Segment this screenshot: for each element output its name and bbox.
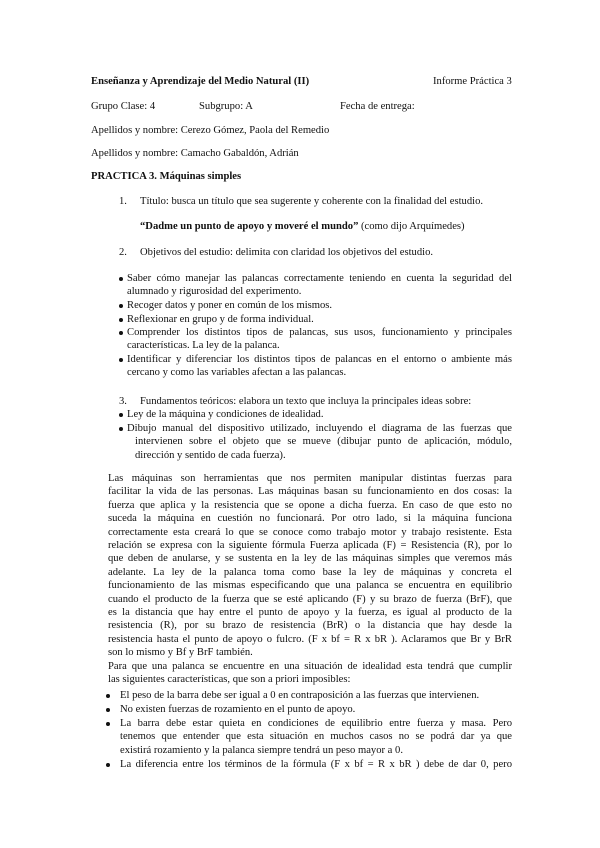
group-label: Grupo Clase: 4 bbox=[91, 101, 156, 112]
list-item: No existen fuerzas de rozamiento en el punto de apoyo. bbox=[120, 703, 512, 717]
course-title: Enseñanza y Aprendizaje del Medio Natural (II) bbox=[91, 76, 310, 87]
list-item: La diferencia entre los términos de la fórmula (F x bf = R x bR ) debe de dar 0, pero bbox=[120, 758, 512, 772]
theory-paragraph: Las máquinas son herramientas que nos permiten manipular distintas fuerzas para facilitar la vida de las personas. Las máquinas basan su funcionamiento en dos cosas: la fuerza que aplica y la resistencia que se opone a dicha fuerza. En caso de que esto no suceda la máquina en cuestión no funcionará. Por otro lado, si la máquina funciona correctamente esta creará lo que se conoce como trabajo motor y trabajo resistente. Esta relación se expresa con la siguiente fórmula Fuerza aplicada (F) = Resistencia (R), por lo que deben de anularse, y se sustenta en la ley de las máquinas simples que veremos más adelante. La ley de la palanca toma como base la ley de máquinas y concreta el funcionamiento de las mismas especificando que una palanca se encuentra en equilibrio cuando el producto de la fuerza que se esté aplicando (F) y su brazo de fuerza (BrF), que es la distancia que hay entre el punto de apoyo y la fuerza, es igual al producto de la resistencia (R), por su brazo de resistencia (BrR) o la distancia que hay desde la resistencia hasta el punto de apoyo o fulcro. (F x bf = R x bR ). Aclaramos que Br y BrR son lo mismo y Bf y BrF también. Para que una palanca se encuentre en una situación de idealidad esta tendrá que cumplir las siguientes características, que son a priori imposibles: bbox=[108, 473, 512, 686]
bullet-icon bbox=[119, 358, 123, 362]
list-item: Ley de la máquina y condiciones de idealidad. bbox=[127, 408, 512, 422]
ideal-conditions-list bbox=[120, 689, 512, 772]
quote-attribution: (como dijo Arquímedes) bbox=[358, 221, 465, 232]
bullet-icon bbox=[119, 331, 123, 335]
list-item: El peso de la barra debe ser igual a 0 en contraposición a las fuerzas que intervienen. bbox=[120, 689, 512, 703]
bullet-icon bbox=[106, 722, 110, 726]
objectives-list bbox=[127, 272, 512, 380]
author-line-1: Apellidos y nombre: Cerezo Gómez, Paola del Remedio bbox=[91, 125, 330, 136]
list-item: Recoger datos y poner en común de los mismos. bbox=[127, 299, 512, 313]
title-quote bbox=[140, 220, 465, 233]
report-title: Informe Práctica 3 bbox=[433, 76, 512, 87]
section-number-2: 2. bbox=[119, 247, 127, 258]
list-item: Identificar y diferenciar los distintos tipos de palancas en el entorno o ambiente más cercano y como las variables afectan a las palancas. bbox=[127, 353, 512, 380]
bullet-icon bbox=[106, 694, 110, 698]
section-heading-3: Fundamentos teóricos: elabora un texto que incluya la principales ideas sobre: bbox=[140, 396, 472, 407]
list-item: Comprender los distintos tipos de palancas, sus usos, funcionamiento y principales características. La ley de la palanca. bbox=[127, 326, 512, 353]
delivery-date-label: Fecha de entrega: bbox=[340, 101, 415, 112]
bullet-icon bbox=[119, 318, 123, 322]
author-line-2: Apellidos y nombre: Camacho Gabaldón, Adrián bbox=[91, 148, 299, 159]
section-number-3: 3. bbox=[119, 396, 127, 407]
section-heading-1: Título: busca un título que sea sugerente y coherente con la finalidad del estudio. bbox=[140, 196, 484, 207]
list-item: Dibujo manual del dispositivo utilizado, incluyendo el diagrama de las fuerzas que intervienen sobre el objeto que se mueve (dibujar punto de aplicación, módulo, dirección y sentido de cada fuerza). bbox=[127, 422, 512, 463]
bullet-icon bbox=[119, 304, 123, 308]
bullet-icon bbox=[119, 427, 123, 431]
subgroup-label: Subgrupo: A bbox=[199, 101, 253, 112]
list-item: Saber cómo manejar las palancas correctamente teniendo en cuenta la seguridad del alumnado y rigurosidad del experimento. bbox=[127, 272, 512, 299]
section-heading-2: Objetivos del estudio: delimita con claridad los objetivos del estudio. bbox=[140, 247, 434, 258]
quote-text: “Dadme un punto de apoyo y moveré el mundo” bbox=[140, 221, 359, 232]
practice-title: PRACTICA 3. Máquinas simples bbox=[91, 171, 242, 182]
bullet-icon bbox=[119, 277, 123, 281]
fundamentals-list bbox=[127, 408, 512, 463]
list-item: Reflexionar en grupo y de forma individual. bbox=[127, 313, 512, 327]
bullet-icon bbox=[106, 708, 110, 712]
bullet-icon bbox=[119, 413, 123, 417]
section-number-1: 1. bbox=[119, 196, 127, 207]
bullet-icon bbox=[106, 763, 110, 767]
list-item: La barra debe estar quieta en condiciones de equilibrio entre fuerza y masa. Pero tenemos que entender que esta situación en muchos casos no se podrá dar ya que existirá rozamiento y la palanca siempre tendrá un peso mayor a 0. bbox=[120, 717, 512, 758]
